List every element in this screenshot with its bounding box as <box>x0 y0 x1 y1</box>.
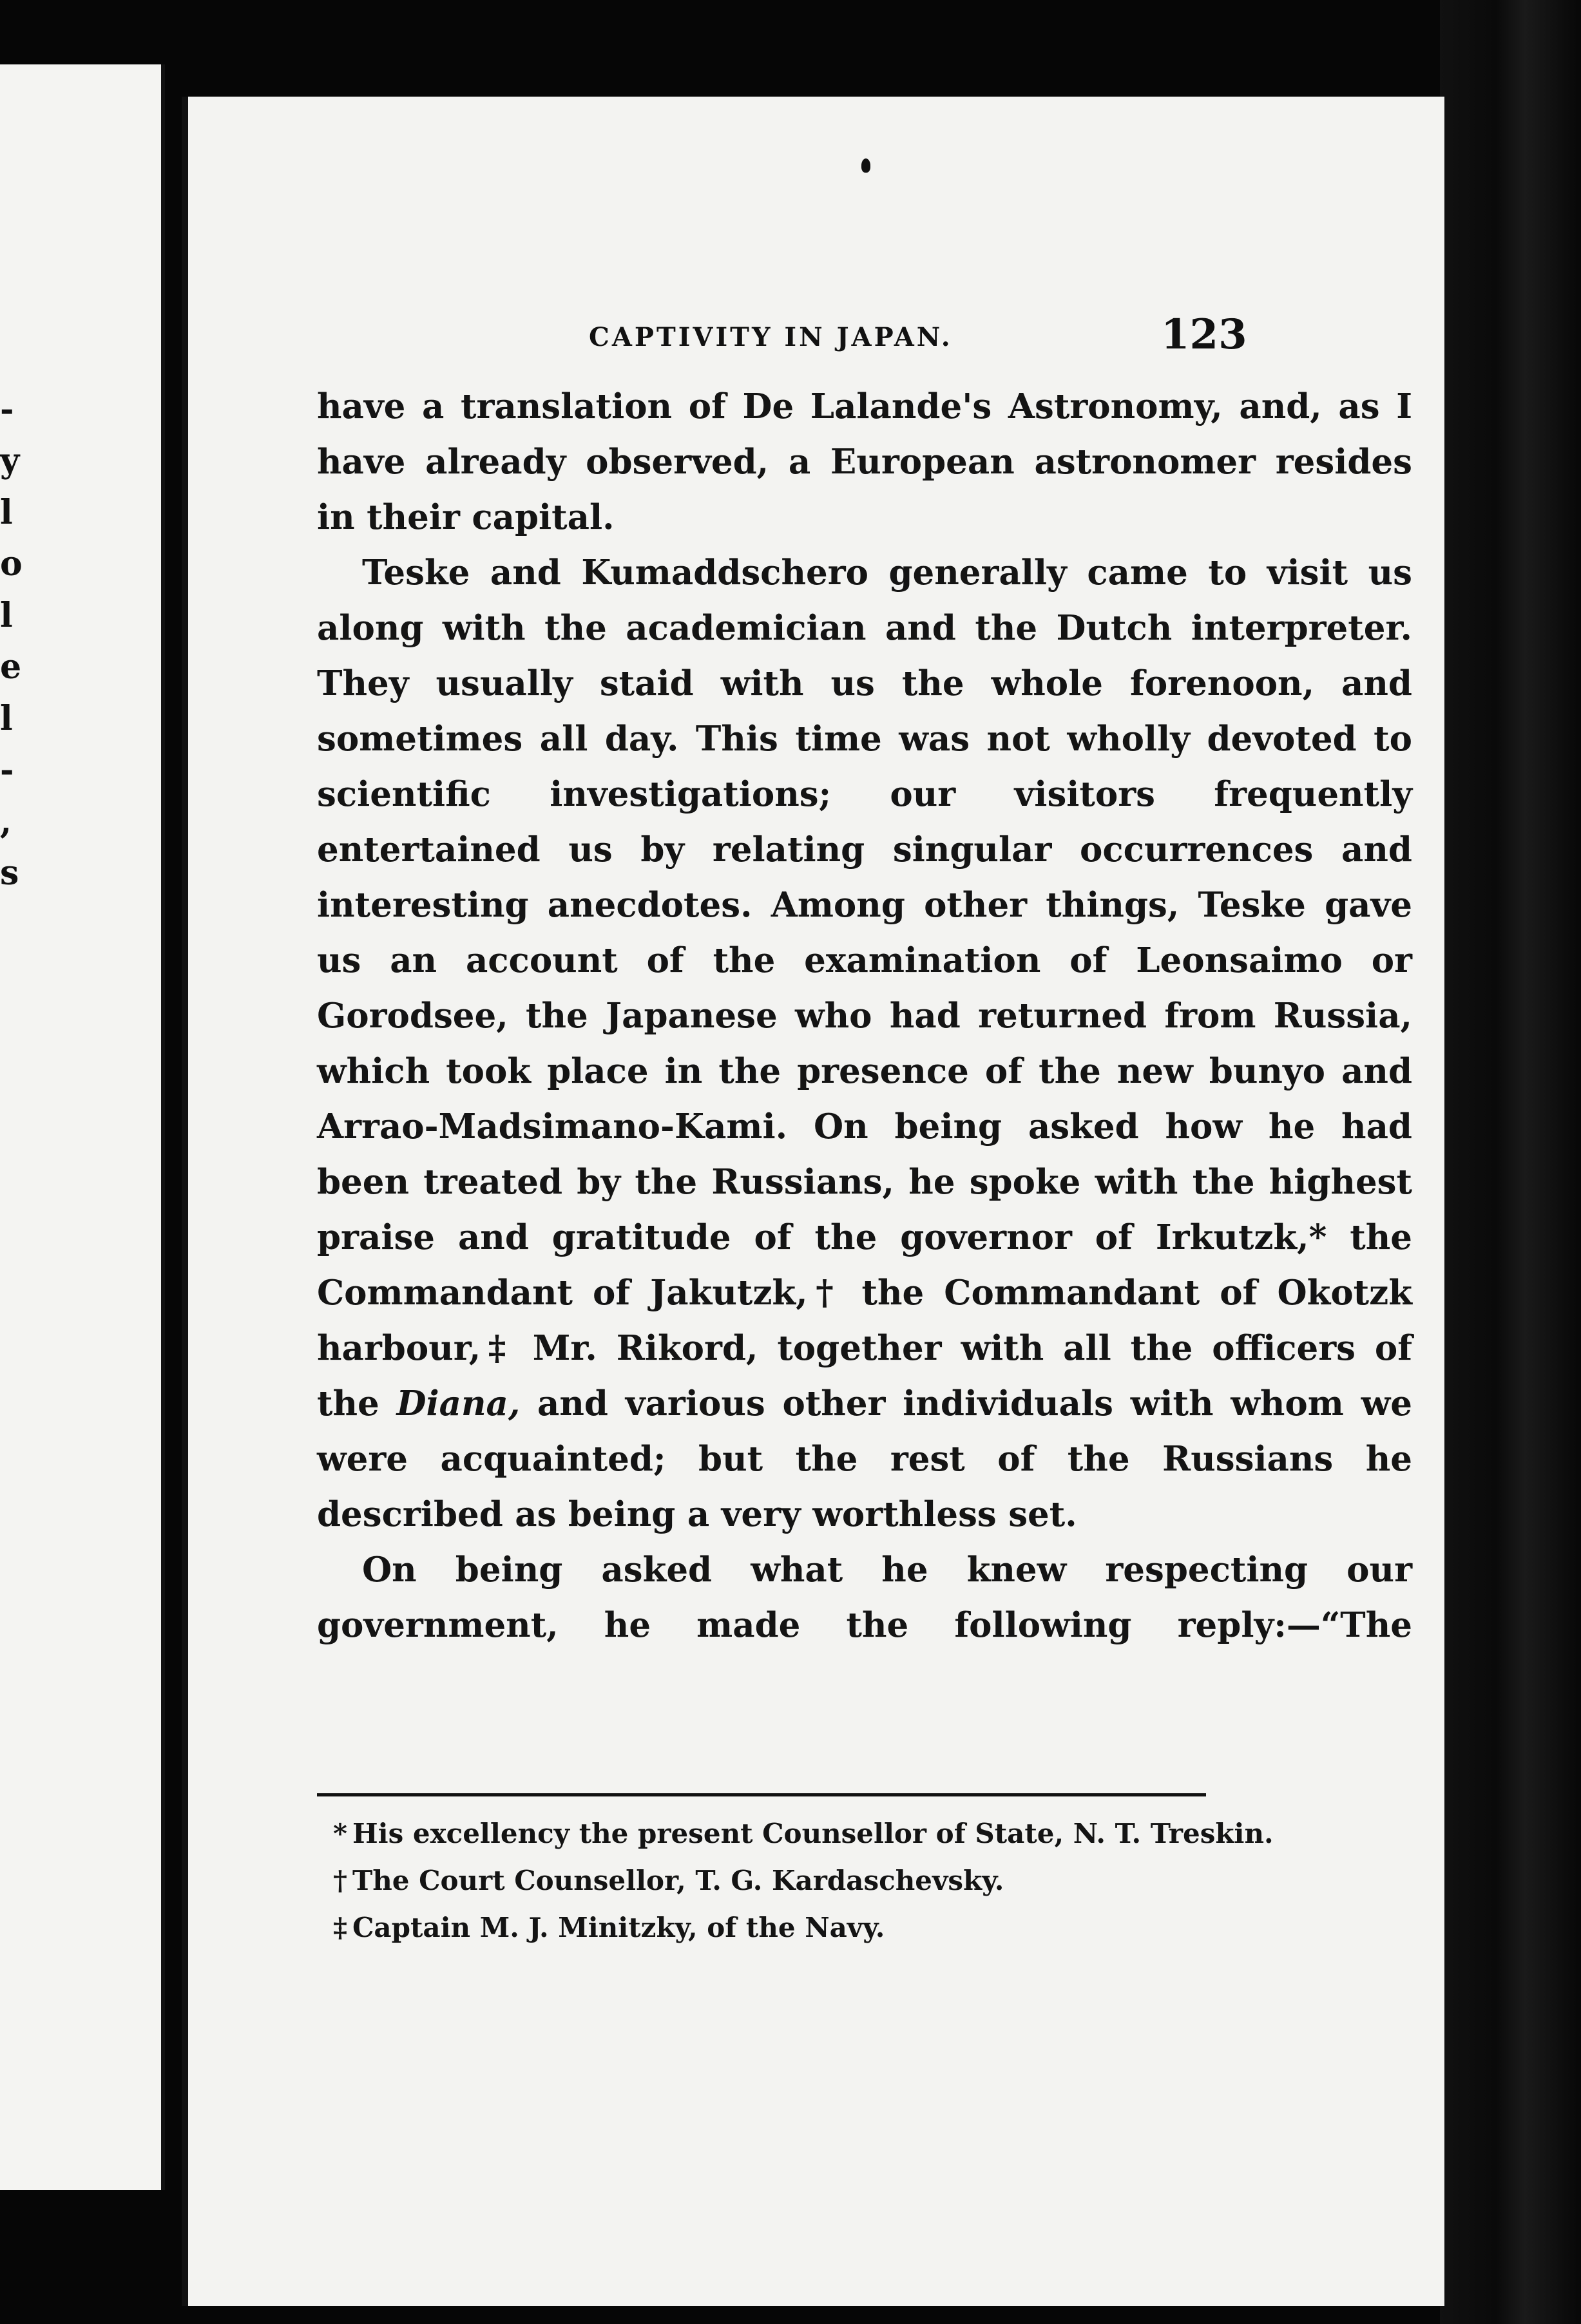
left-page-fragment: y <box>0 441 20 481</box>
footnote-text: The Court Counsellor, T. G. Kardaschevsky. <box>352 1865 1004 1896</box>
previous-page-sliver <box>0 64 165 2190</box>
footnote <box>333 1810 1274 1857</box>
paragraph-text: Teske and Kumaddschero generally came to visit us along with the academician and the Dutch interpreter. They usually staid with us the whole forenoon, and sometimes all day. This time was not wholly devoted to scientific investigations; our visitors frequently entertained us by relating singular occurrences and interesting anecdotes. Among other things, Teske gave us an account of the examination of Leonsaimo or Gorodsee, the Japanese who had returned from Russia, which took place in the presence of the new bunyo and Arrao-Madsimano-Kami. On being asked how he had been treated by the Russians, he spoke with the highest praise and gratitude of the governor of Irkutzk,* the Commandant of Jakutzk,† the Commandant of Okotzk harbour,‡ Mr. Rikord, together with all the officers of the <box>317 553 1412 1424</box>
footnote-mark: * <box>333 1818 347 1849</box>
left-page-fragment: l <box>0 493 13 532</box>
left-page-fragment: l <box>0 596 13 635</box>
left-page-fragment: - <box>0 750 14 790</box>
paragraph <box>317 379 1412 545</box>
body-text <box>317 379 1412 1653</box>
ink-dot <box>861 158 870 173</box>
left-page-fragment: s <box>0 853 19 893</box>
footnote <box>333 1857 1235 1904</box>
ship-name-italic: Diana, <box>396 1384 521 1424</box>
footnotes <box>333 1810 1274 1951</box>
footnote <box>333 1904 1235 1951</box>
page-number: 123 <box>1161 310 1247 359</box>
left-page-fragment: l <box>0 699 13 738</box>
footnote-mark: ‡ <box>333 1912 347 1943</box>
running-head: CAPTIVITY IN JAPAN. <box>589 322 953 352</box>
footnote-text: Captain M. J. Minitzky, of the Navy. <box>352 1912 885 1943</box>
paragraph <box>317 545 1412 1542</box>
paragraph-text: and various other individuals with whom we were acquainted; but the rest of the Russians he described as being a very worthless set. <box>317 1384 1412 1534</box>
book-page <box>182 97 1444 2306</box>
left-page-fragment: - <box>0 390 14 429</box>
footnote-mark: † <box>333 1865 347 1896</box>
page-header <box>188 310 1444 374</box>
left-page-fragment: e <box>0 647 22 687</box>
paragraph-text: have a translation of De Lalande's Astronomy, and, as I have already observed, a European astronomer resides in their capital. <box>317 386 1412 537</box>
footnote-text: His excellency the present Counsellor of State, N. T. Treskin. <box>352 1818 1274 1849</box>
paragraph <box>317 1542 1412 1653</box>
binding-edge <box>1440 0 1581 2324</box>
left-page-fragment: o <box>0 544 23 584</box>
footnote-divider <box>317 1793 1206 1796</box>
left-page-fragment: , <box>0 802 12 841</box>
paragraph-text: On being asked what he knew respecting our government, he made the following reply:—“The <box>317 1550 1412 1645</box>
